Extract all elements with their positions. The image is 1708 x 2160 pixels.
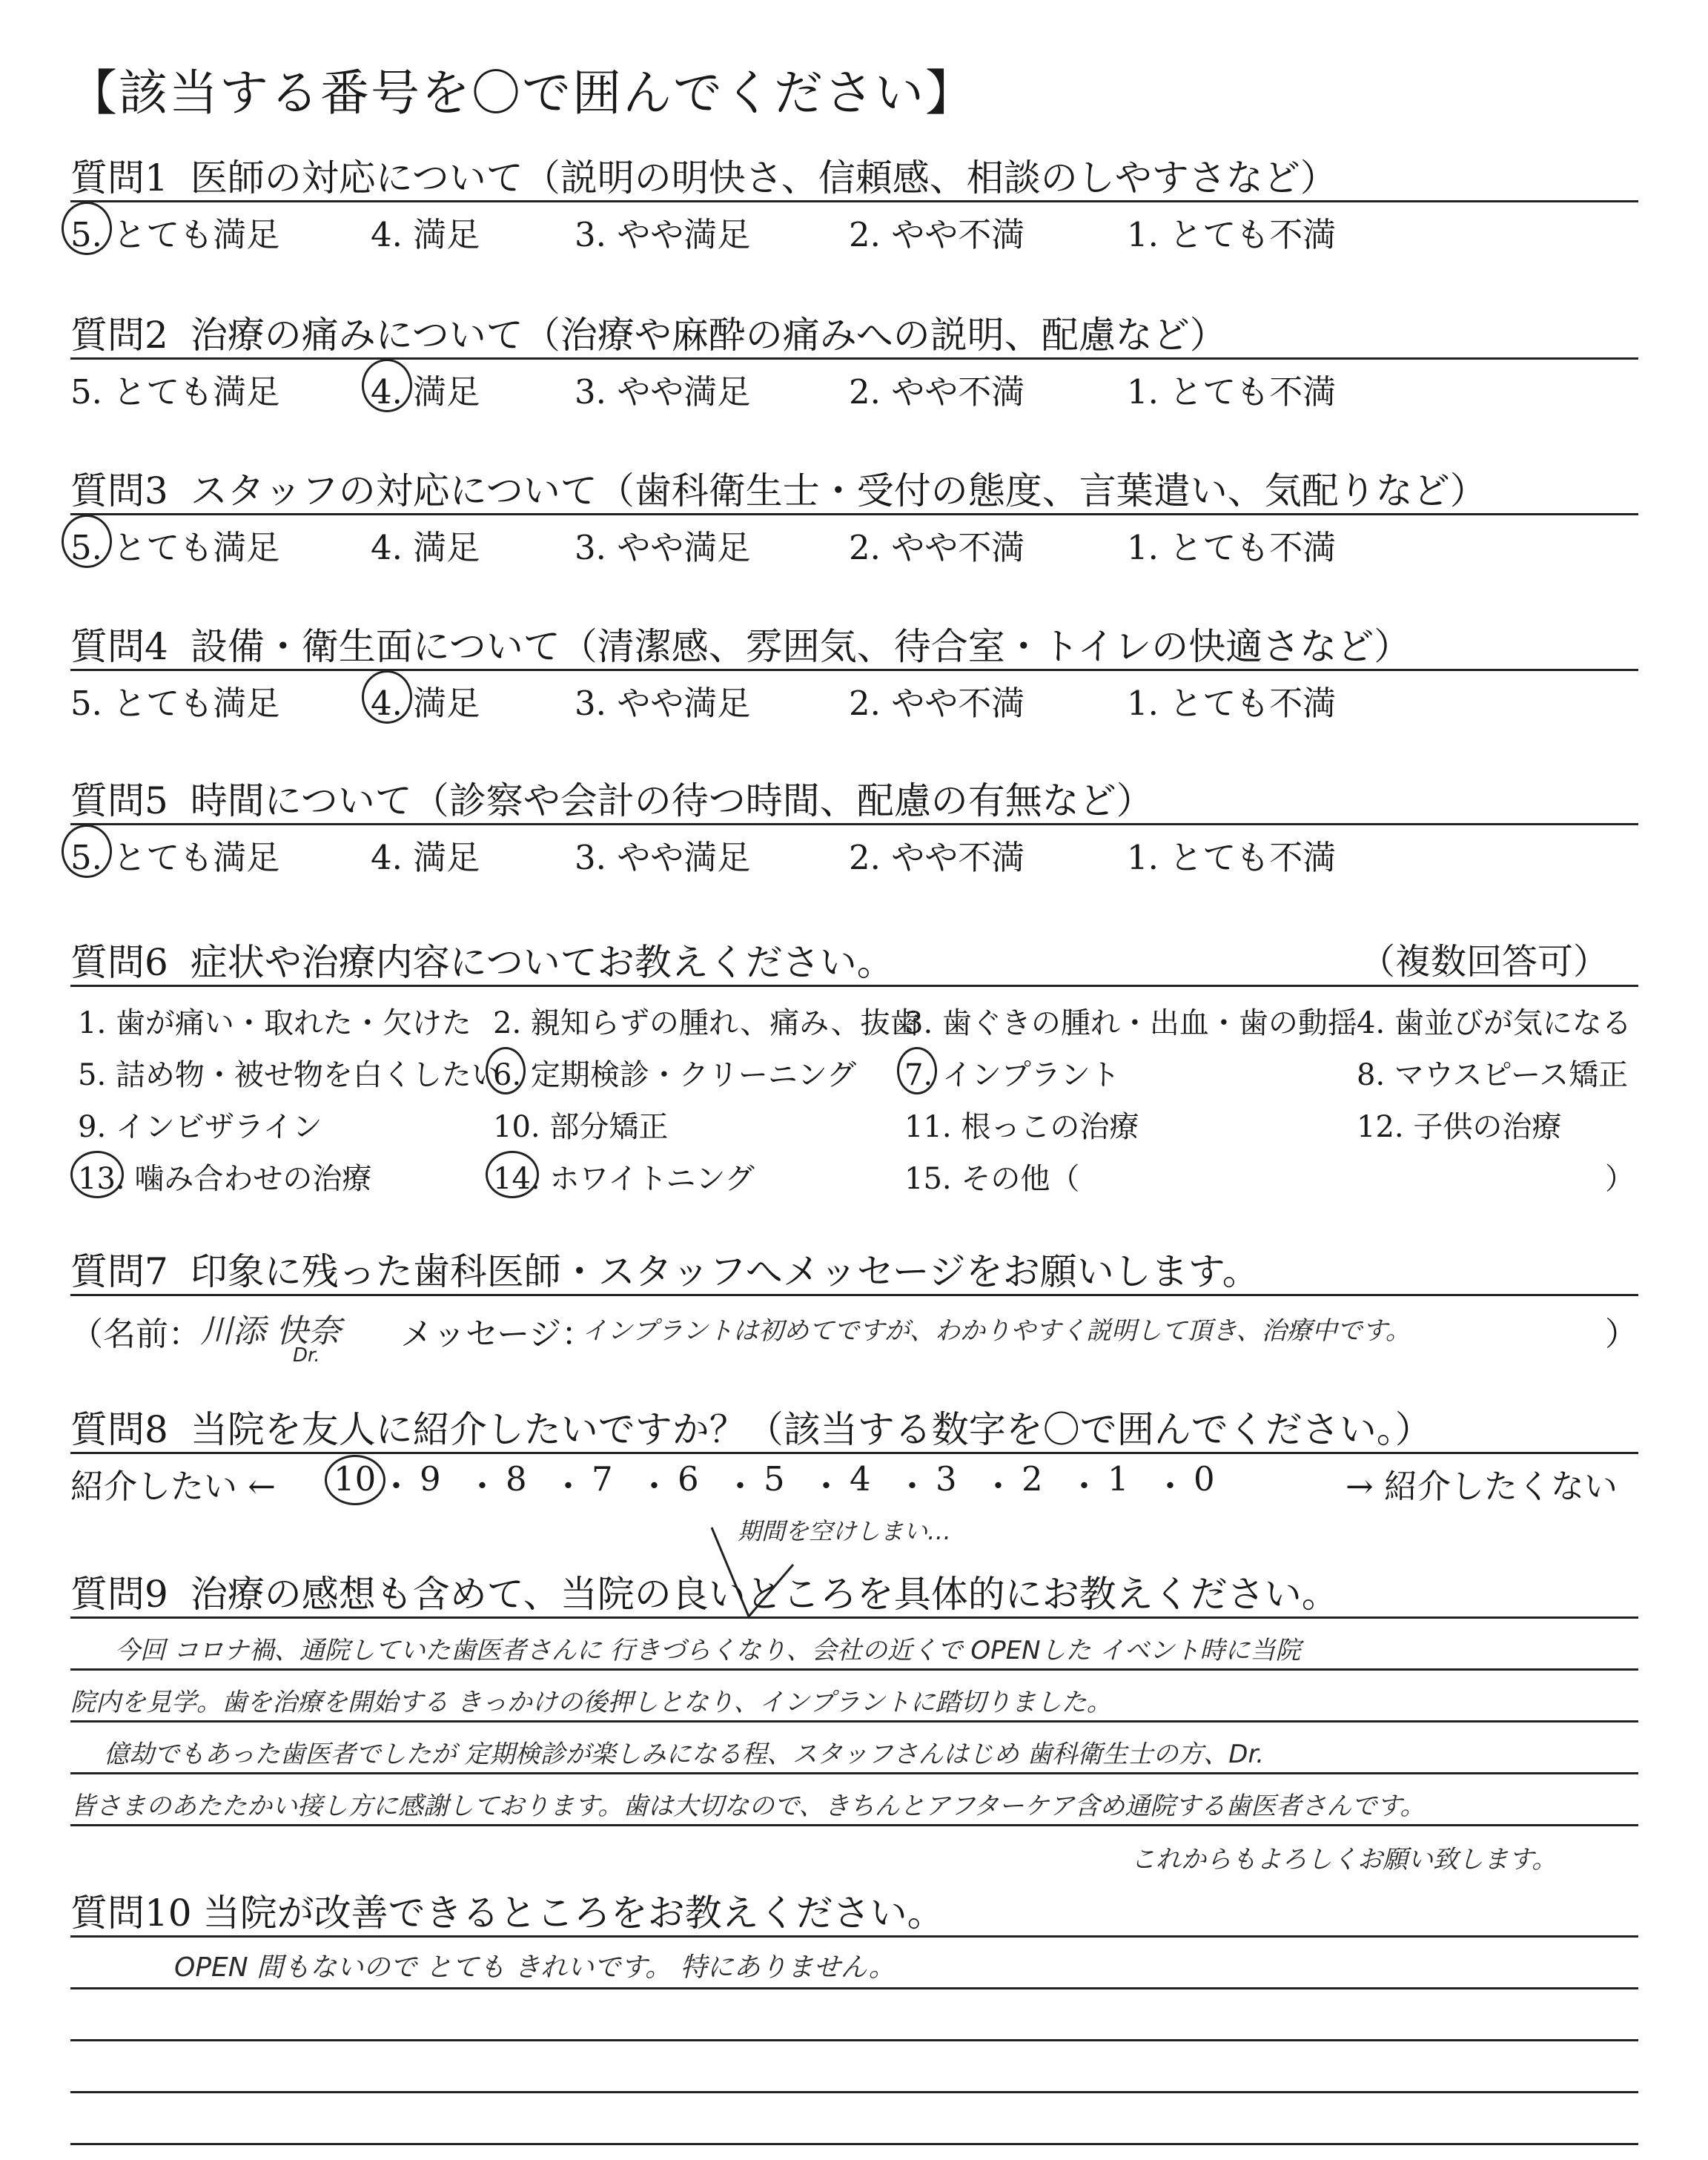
feedback-line-1: 今回 コロナ禍、通院していた歯医者さんに 行きづらくなり、会社の近くで OPENした イベント時に当院 — [115, 1636, 1301, 1665]
question-text: 当院が改善できるところをお教えください。 — [202, 1892, 944, 1935]
question-3 — [70, 461, 1638, 617]
divider — [70, 1616, 1638, 1619]
symptom-option-6[interactable]: 6. 定期検診・クリーニング — [493, 1058, 857, 1092]
scale-separator: ・ — [1068, 1467, 1102, 1506]
divider — [70, 985, 1638, 987]
rating-option-2[interactable]: 2. やや不満 — [849, 838, 1025, 877]
scale-value-1[interactable]: 1 — [1108, 1459, 1129, 1499]
question-number: 質問9 — [70, 1573, 168, 1616]
question-number: 質問5 — [70, 779, 168, 822]
symptom-option-9[interactable]: 9. インビザライン — [78, 1110, 322, 1144]
question-number: 質問4 — [70, 625, 168, 668]
symptom-option-13[interactable]: 13. 噛み合わせの治療 — [78, 1162, 372, 1196]
question-text: 設備・衛生面について（清潔感、雰囲気、待合室・トイレの快適さなど） — [190, 625, 1411, 668]
scale-value-0[interactable]: 0 — [1194, 1459, 1215, 1499]
rating-option-2[interactable]: 2. やや不満 — [849, 215, 1025, 254]
scale-value-3[interactable]: 3 — [936, 1459, 957, 1499]
message-label: メッセージ： — [400, 1315, 595, 1353]
symptom-option-12[interactable]: 12. 子供の治療 — [1357, 1110, 1562, 1144]
symptom-option-3[interactable]: 3. 歯ぐきの腫れ・出血・歯の動揺 — [904, 1006, 1357, 1040]
question-6 — [70, 933, 1638, 1229]
question-8 — [70, 1400, 1638, 1519]
scale-value-8[interactable]: 8 — [506, 1459, 527, 1499]
rating-option-1[interactable]: 1. とても不満 — [1127, 838, 1337, 877]
rating-option-3[interactable]: 3. やや満足 — [575, 372, 751, 412]
rating-options — [70, 830, 1638, 875]
selection-circle — [62, 825, 112, 878]
feedback-line-4: 皆さまのあたたかい接し方に感謝しております。歯は大切なので、きちんとアフターケア含め通院する歯医者さんです。 — [70, 1791, 1426, 1821]
scale-separator: ・ — [1153, 1467, 1188, 1506]
symptom-option-14[interactable]: 14. ホワイトニング — [493, 1162, 755, 1196]
scale-value-9[interactable]: 9 — [420, 1459, 441, 1499]
rating-option-4[interactable]: 4. 満足 — [371, 684, 480, 723]
divider — [70, 200, 1638, 202]
insert-note: 期間を空けしまい… — [738, 1517, 952, 1545]
multiple-answer-note: （複数回答可） — [1359, 941, 1609, 982]
scale-separator: ・ — [552, 1467, 586, 1506]
scale-left-label: 紹介したい ← — [70, 1467, 277, 1506]
scale-separator: ・ — [896, 1467, 930, 1506]
scale-separator: ・ — [380, 1467, 414, 1506]
name-label: （名前： — [70, 1315, 201, 1353]
scale-separator: ・ — [724, 1467, 758, 1506]
divider — [70, 823, 1638, 825]
question-9 — [70, 1517, 1638, 1876]
scale-separator: ・ — [810, 1467, 844, 1506]
question-2 — [70, 305, 1638, 461]
question-5 — [70, 771, 1638, 927]
divider — [70, 1452, 1638, 1454]
question-text: 治療の痛みについて（治療や麻酔の痛みへの説明、配慮など） — [190, 314, 1227, 357]
question-number: 質問10 — [70, 1892, 192, 1935]
question-number: 質問2 — [70, 314, 168, 357]
question-text: 医師の対応について（説明の明快さ、信頼感、相談のしやすさなど） — [190, 156, 1337, 199]
question-7 — [70, 1242, 1638, 1367]
name-title: Dr. — [293, 1344, 320, 1367]
question-text: 印象に残った歯科医師・スタッフへメッセージをお願いします。 — [190, 1250, 1260, 1293]
rating-option-2[interactable]: 2. やや不満 — [849, 372, 1025, 412]
rating-option-1[interactable]: 1. とても不満 — [1127, 684, 1337, 723]
symptom-option-4[interactable]: 4. 歯並びが気になる — [1357, 1006, 1632, 1040]
rating-option-2[interactable]: 2. やや不満 — [849, 528, 1025, 567]
scale-value-2[interactable]: 2 — [1022, 1459, 1043, 1499]
scale-value-5[interactable]: 5 — [764, 1459, 785, 1499]
symptom-option-1[interactable]: 1. 歯が痛い・取れた・欠けた — [78, 1006, 471, 1040]
divider — [70, 1935, 1638, 1938]
scale-value-4[interactable]: 4 — [850, 1459, 871, 1499]
divider — [70, 357, 1638, 360]
selection-circle — [325, 1455, 385, 1505]
symptom-option-10[interactable]: 10. 部分矯正 — [493, 1110, 669, 1144]
rating-options — [70, 208, 1638, 252]
rating-option-5[interactable]: 5. とても満足 — [70, 372, 280, 412]
symptom-option-11[interactable]: 11. 根っこの治療 — [904, 1110, 1139, 1144]
scale-right-label: → 紹介したくない — [1345, 1467, 1618, 1506]
scale-separator: ・ — [466, 1467, 500, 1506]
improvement-answer: OPEN 間もないので とても きれいです。 特にありません。 — [174, 1952, 896, 1983]
rating-option-3[interactable]: 3. やや満足 — [575, 838, 751, 877]
symptom-option-5[interactable]: 5. 詰め物・被せ物を白くしたい — [78, 1058, 501, 1092]
divider — [70, 1294, 1638, 1296]
divider — [70, 513, 1638, 515]
rating-option-1[interactable]: 1. とても不満 — [1127, 528, 1337, 567]
rating-option-3[interactable]: 3. やや満足 — [575, 684, 751, 723]
symptom-option-8[interactable]: 8. マウスピース矯正 — [1357, 1058, 1629, 1092]
selection-circle — [70, 1151, 124, 1198]
question-number: 質問7 — [70, 1250, 168, 1293]
question-text: 症状や治療内容についてお教えください。 — [190, 941, 894, 984]
scale-value-7[interactable]: 7 — [592, 1459, 613, 1499]
scale-separator: ・ — [982, 1467, 1016, 1506]
question-number: 質問6 — [70, 941, 168, 984]
question-number: 質問3 — [70, 469, 168, 512]
question-text: 時間について（診察や会計の待つ時間、配慮の有無など） — [190, 779, 1153, 822]
rating-option-2[interactable]: 2. やや不満 — [849, 684, 1025, 723]
selection-circle — [897, 1047, 937, 1094]
selection-circle — [486, 1047, 526, 1094]
scale-separator: ・ — [638, 1467, 672, 1506]
rating-options — [70, 676, 1638, 721]
rating-option-5[interactable]: 5. とても満足 — [70, 838, 280, 877]
question-text: 当院を友人に紹介したいですか？（該当する数字を〇で囲んでください。） — [190, 1408, 1432, 1451]
question-1 — [70, 148, 1638, 304]
rating-option-3[interactable]: 3. やや満足 — [575, 215, 751, 254]
rating-option-4[interactable]: 4. 満足 — [371, 528, 480, 567]
feedback-closing: これからもよろしくお願い致します。 — [1131, 1845, 1558, 1875]
other-close-paren: ） — [1605, 1162, 1635, 1196]
question-text: スタッフの対応について（歯科衛生士・受付の態度、言葉遣い、気配りなど） — [190, 469, 1487, 512]
question-text: 治療の感想も含めて、当院の良いところを具体的にお教えください。 — [190, 1573, 1339, 1616]
symptom-option-7[interactable]: 7. インプラント — [904, 1058, 1120, 1092]
rating-option-4[interactable]: 4. 満足 — [371, 838, 480, 877]
rating-option-5[interactable]: 5. とても満足 — [70, 684, 280, 723]
selection-circle — [362, 359, 412, 412]
scale-value-10[interactable]: 10 — [334, 1459, 377, 1499]
question-number: 質問1 — [70, 156, 168, 199]
feedback-line-2: 院内を見学。歯を治療を開始する きっかけの後押しとなり、インプラントに踏切りました。 — [70, 1688, 1112, 1717]
rating-option-1[interactable]: 1. とても不満 — [1127, 372, 1337, 412]
scale-value-6[interactable]: 6 — [678, 1459, 699, 1499]
symptom-option-2[interactable]: 2. 親知らずの腫れ、痛み、抜歯 — [493, 1006, 920, 1040]
selection-circle — [62, 202, 112, 255]
rating-option-4[interactable]: 4. 満足 — [371, 372, 480, 412]
rating-option-5[interactable]: 5. とても満足 — [70, 528, 280, 567]
selection-circle — [362, 670, 412, 724]
question-4 — [70, 617, 1638, 773]
rating-option-1[interactable]: 1. とても不満 — [1127, 215, 1337, 254]
selection-circle — [486, 1151, 539, 1198]
question-10 — [70, 1883, 1638, 2150]
rating-option-5[interactable]: 5. とても満足 — [70, 215, 280, 254]
symptom-option-15[interactable]: 15. その他（ — [904, 1162, 1080, 1196]
close-paren: ） — [1605, 1315, 1638, 1353]
selection-circle — [62, 515, 112, 568]
page-title: 【該当する番号を〇で囲んでください】 — [68, 65, 976, 122]
divider — [70, 669, 1638, 671]
question-number: 質問8 — [70, 1408, 168, 1451]
message-value: インプラントは初めてですが、わかりやすく説明して頂き、治療中です。 — [582, 1316, 1411, 1346]
rating-options — [70, 521, 1638, 565]
rating-options — [70, 365, 1638, 412]
rating-option-4[interactable]: 4. 満足 — [371, 215, 480, 254]
rating-option-3[interactable]: 3. やや満足 — [575, 528, 751, 567]
feedback-line-3: 億劫でもあった歯医者でしたが 定期検診が楽しみになる程、スタッフさんはじめ 歯科衛生士の方、Dr. — [104, 1740, 1265, 1769]
name-value: 川添 快奈 — [200, 1312, 341, 1350]
